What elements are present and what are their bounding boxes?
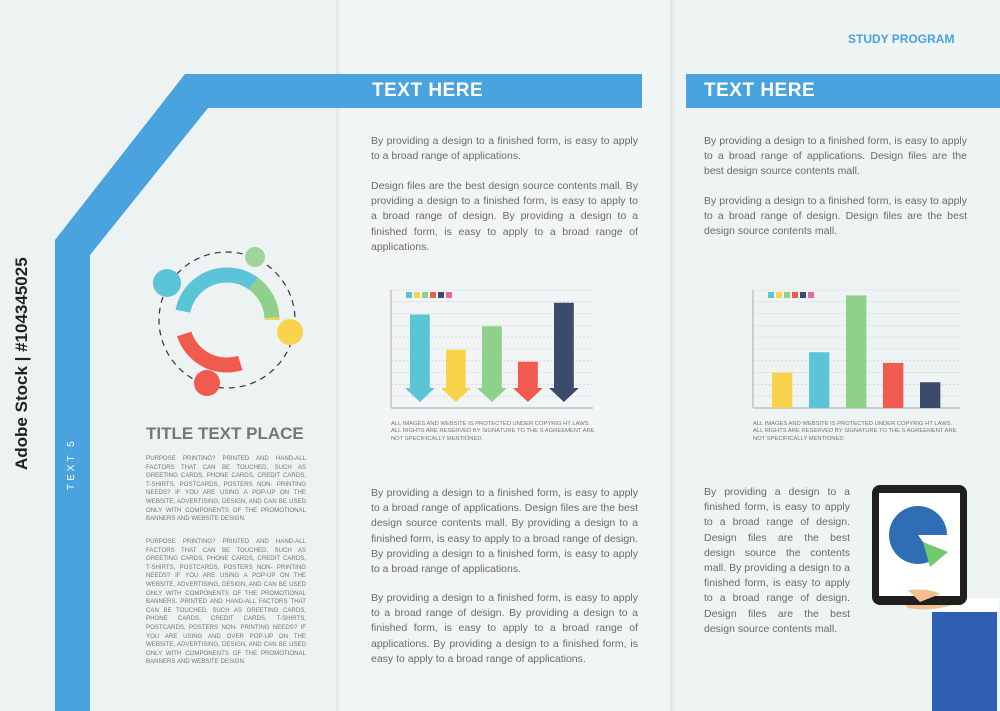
bar-arrow-4 <box>513 362 543 402</box>
bar-arrow-5 <box>549 303 579 402</box>
middle-paragraph-2: Design files are the best design source contents mall. By providing a design to a finished form, is easy to apply to a broad range of design. By providing a design to a finished form, is easy to apply to a broad range of applications. <box>371 180 638 253</box>
bar-2 <box>809 352 829 408</box>
right-heading: TEXT HERE <box>704 80 816 101</box>
right-bar-chart <box>750 278 965 413</box>
legend-swatch <box>446 292 452 298</box>
right-paragraph-2: By providing a design to a finished form, is easy to apply to a broad range of design. Design files are the best design source contents mall. <box>704 195 967 238</box>
legend-swatch <box>768 292 774 298</box>
right-section-bar <box>686 74 1000 108</box>
legend-swatch <box>438 292 444 298</box>
tablet-hand-illustration <box>860 480 1000 711</box>
left-paragraph-1: PURPOSE PRINTING? PRINTED AND HAND-ALL FACTORS THAT CAN BE TOUCHED, SUCH AS GREETING CARDS, PHONE CARDS, CREDIT CARDS, T-SHIRTS, POSTCARDS, POSTERS NON- PRINTING NEEDS? IF YOU ARE USING A POP-UP ON THE WEBSITE, ADVERTISING, DESIGN, AND CAN BE USED ONLY WITH COMPONENTS OF THE PROMOTIONAL BANNERS AND WEBSITE DESIGN. <box>146 455 306 523</box>
right-paragraph-1: By providing a design to a finished form, is easy to apply to a broad range of applications. Design files are the best design source contents mall. <box>704 135 967 178</box>
legend-swatch <box>784 292 790 298</box>
legend-swatch <box>800 292 806 298</box>
left-paragraph-2: PURPOSE PRINTING? PRINTED AND HAND-ALL FACTORS THAT CAN BE TOUCHED, SUCH AS GREETING CARDS, PHONE CARDS, CREDIT CARDS, T-SHIRTS, POSTCARDS, POSTERS NON- PRINTING NEEDS? IF YOU ARE USING A POP-UP ON THE WEBSITE, ADVERTISING, DESIGN, AND CAN BE USED ONLY WITH COMPONENTS OF THE PROMOTIONAL BANNERS. PRINTED AND HAND-ALL FACTORS THAT CAN BE TOUCHED, SUCH AS GREETING CARDS, PHONE CARDS, CREDIT CARDS, T-SHIRTS, POSTCARDS, POSTERS NON- PRINTING NEEDS? IF YOU ARE USING AND OVER POP-UP ON THE WEBSITE, ADVERTISING, DESIGN, AND CAN BE USED ONLY WITH COMPONENTS OF THE PROMOTIONAL BANNERS AND WEBSITE DESIGN. <box>146 538 306 666</box>
legend-swatch <box>414 292 420 298</box>
middle-paragraph-3: By providing a design to a finished form, is easy to apply to a broad range of applications. Design files are the best design source contents mall. By providing a design to a finished form, is easy to apply to a broad range of design. By providing a design to a finished form, is easy to apply to a broad range of applications. <box>371 487 638 576</box>
legend-swatch <box>808 292 814 298</box>
bar-1 <box>772 373 792 408</box>
bar-arrow-2 <box>441 350 471 402</box>
middle-bar-chart <box>388 278 598 413</box>
study-program-label: STUDY PROGRAM <box>848 32 955 46</box>
legend-swatch <box>406 292 412 298</box>
right-chart-note: ALL IMAGES AND WEBSITE IS PROTECTED UNDER COPYRIG HT LAWS. ALL RIGHTS ARE RESERVED BY SIGNATURE TO THE S AGREEMENT ARE NOT SPECIFICALLY MENTIONED. <box>753 421 957 442</box>
bar-4 <box>883 363 903 408</box>
middle-paragraph-4: By providing a design to a finished form, is easy to apply to a broad range of design. By providing a design to a finished form, is easy to apply to a broad range of applications. By providing a design to a finished form, is easy to apply to a broad range of applications. <box>371 592 638 665</box>
middle-chart-note: ALL IMAGES AND WEBSITE IS PROTECTED UNDER COPYRIG HT LAWS. ALL RIGHTS ARE RESERVED BY SIGNATURE TO THE S AGREEMENT ARE NOT SPECIFICALLY MENTIONED. <box>391 421 595 442</box>
legend-swatch <box>422 292 428 298</box>
bar-arrow-1 <box>405 315 435 403</box>
ring-diagram-icon <box>140 235 320 405</box>
legend-swatch <box>430 292 436 298</box>
legend-swatch <box>776 292 782 298</box>
title-text: TITLE TEXT PLACE <box>146 424 304 443</box>
middle-section-bar <box>352 74 642 108</box>
bar-5 <box>920 382 940 408</box>
legend-swatch <box>792 292 798 298</box>
middle-paragraph-1: By providing a design to a finished form, is easy to apply to a broad range of applications. <box>371 135 638 163</box>
watermark-text: Adobe Stock | #104345025 <box>12 257 31 470</box>
bar-arrow-3 <box>477 326 507 402</box>
bar-3 <box>846 295 866 408</box>
side-label: TEXT 5 <box>66 438 77 490</box>
middle-heading: TEXT HERE <box>372 80 484 101</box>
right-paragraph-3: By providing a design to a finished form, is easy to apply to a broad range of design. Design files are the best design source the contents mall. By providing a design to a finished form, is easy to apply to a broad range of design. Design files are the best design source contents mall. <box>704 486 850 635</box>
